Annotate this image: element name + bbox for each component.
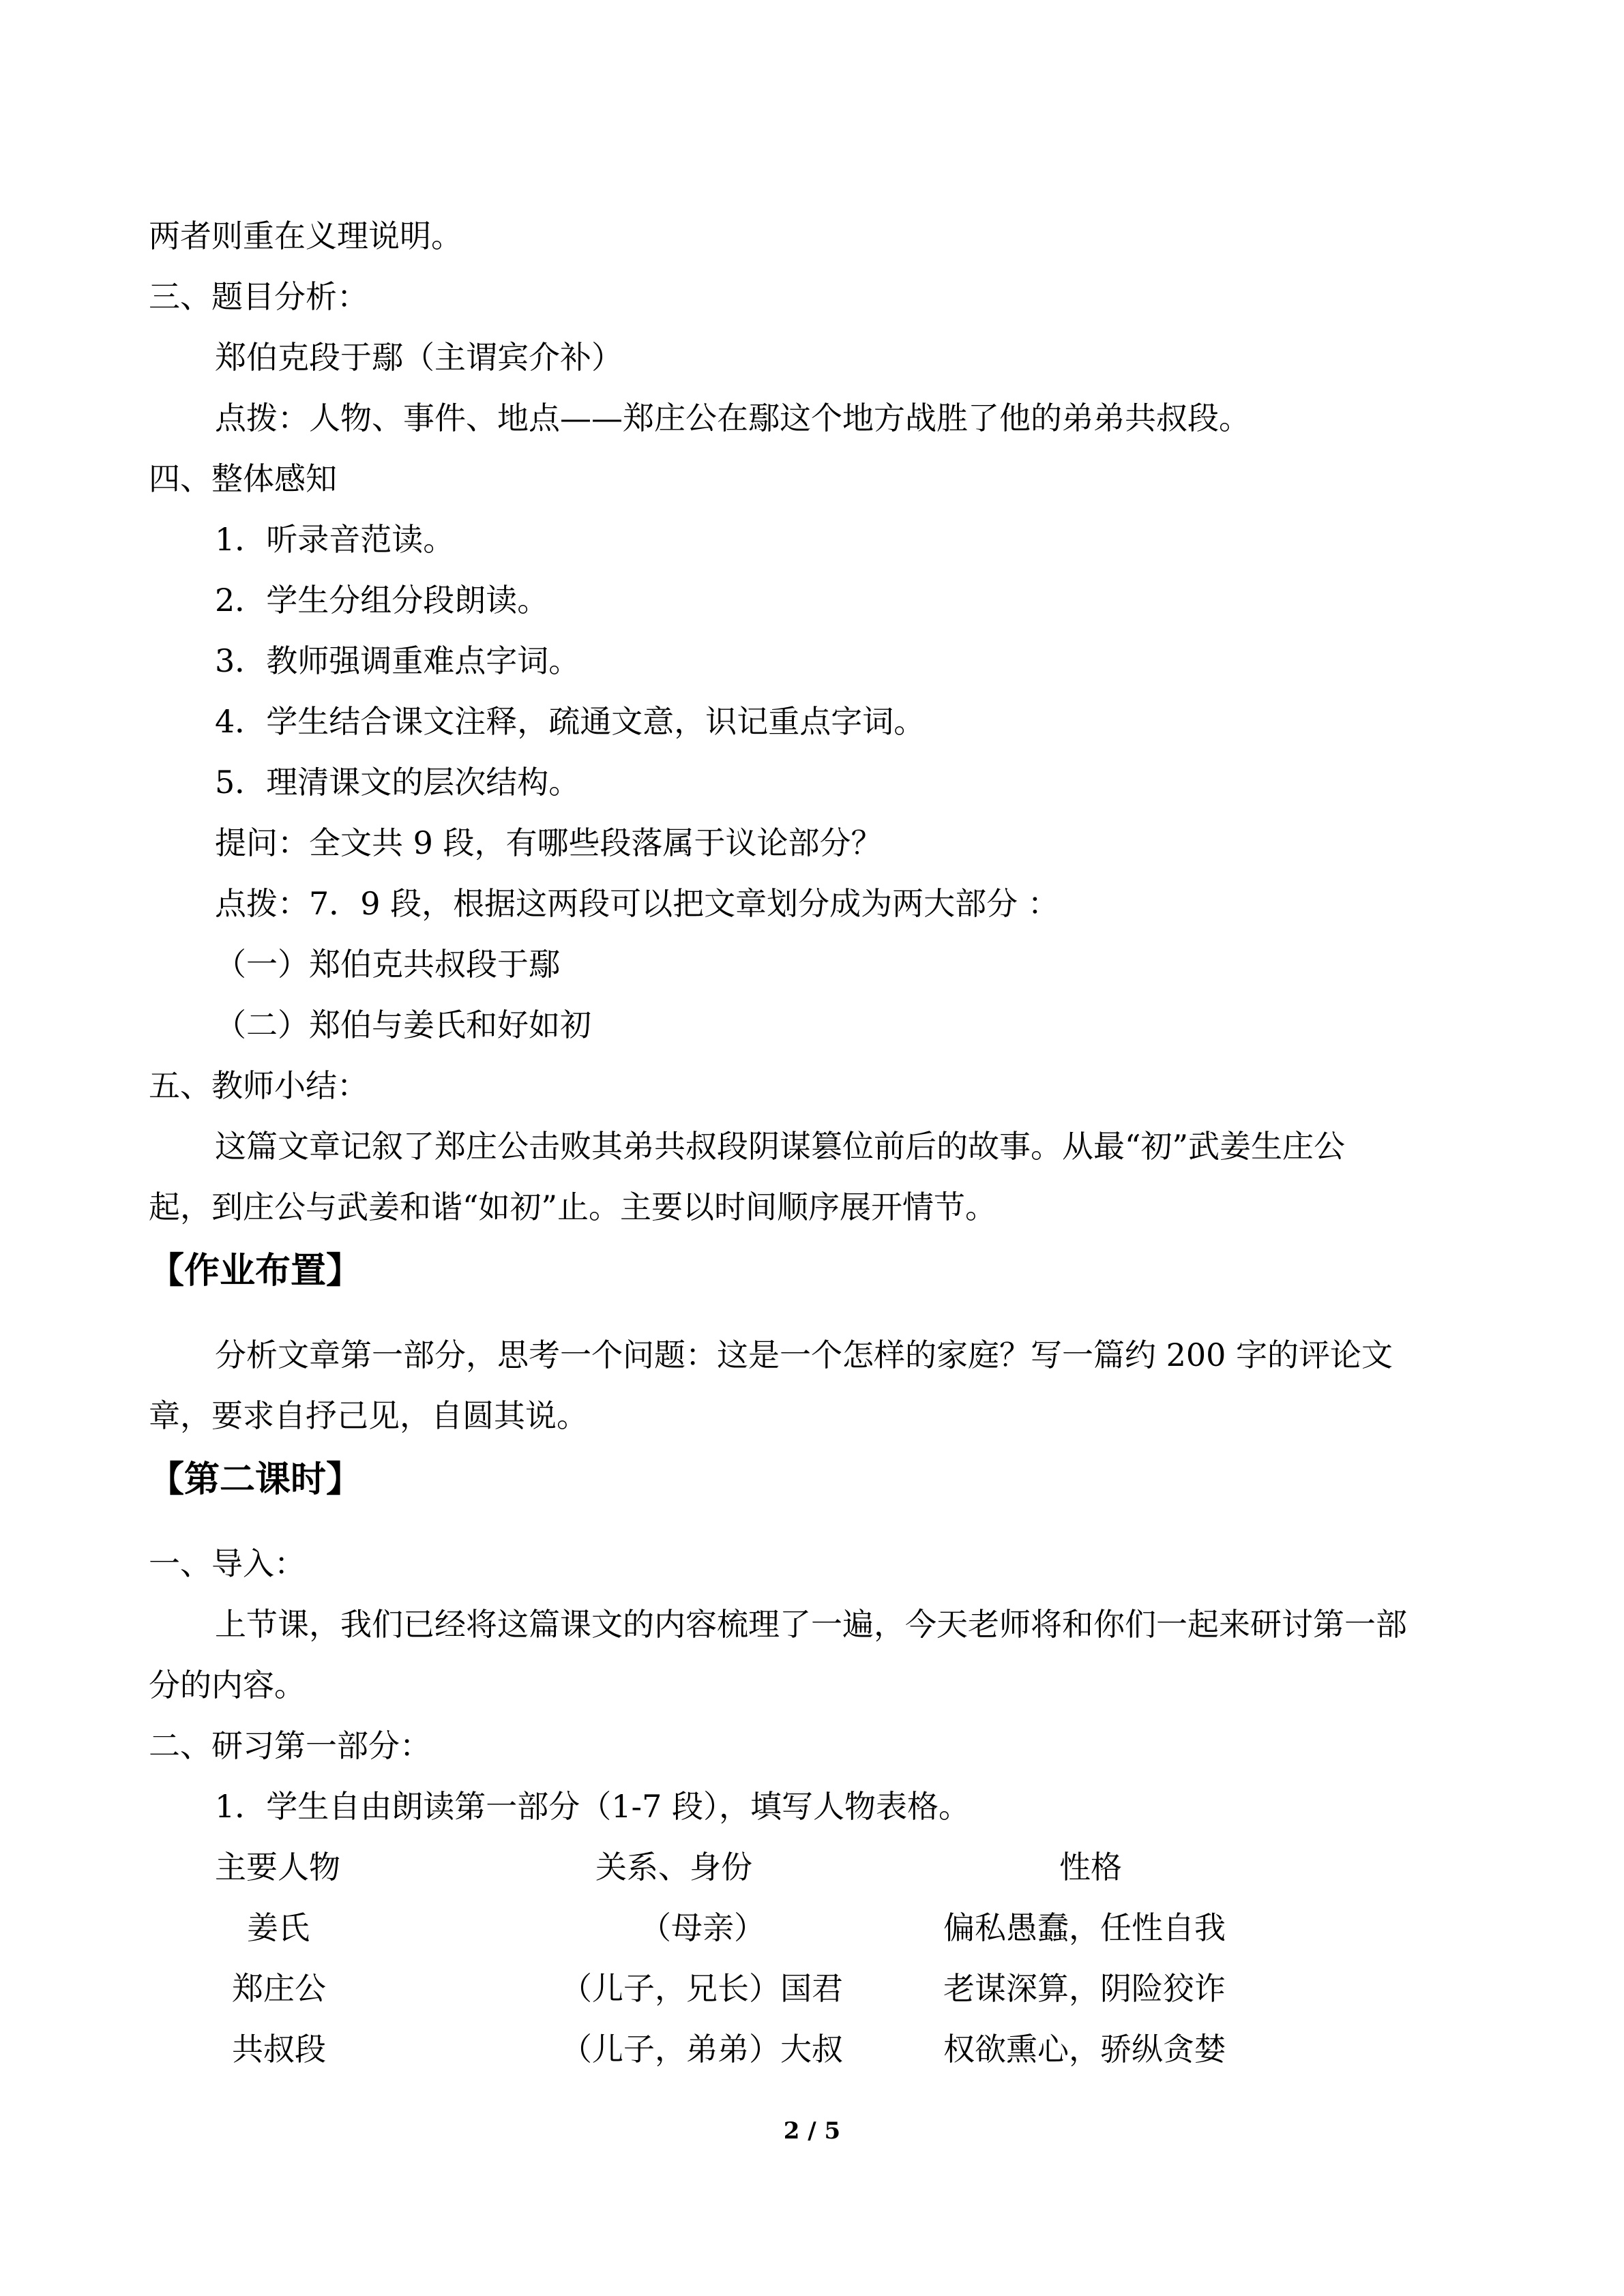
table-cell: 权欲熏心，骄纵贪婪 [943, 2031, 1226, 2068]
table-header: 关系、身份 [595, 1849, 752, 1885]
text-line: 提问：全文共 9 段，有哪些段落属于议论部分？ [215, 824, 883, 861]
homework-heading: 【作业布置】 [149, 1251, 362, 1292]
section-title: 三、题目分析： [149, 278, 368, 315]
list-item: 4．学生结合课文注释，疏通文意，识记重点字词。 [215, 703, 926, 740]
table-header: 性格 [1059, 1849, 1122, 1885]
text-line: 分的内容。 [149, 1667, 306, 1703]
text-line: 这篇文章记叙了郑庄公击败其弟共叔段阴谋篡位前后的故事。从最“初”武姜生庄公 [215, 1128, 1346, 1165]
table-cell: 共叔段 [232, 2031, 326, 2068]
text-line: 点拨：7．9 段，根据这两段可以把文章划分成为两大部分 ： [215, 885, 1059, 922]
section-title: 一、导入： [149, 1545, 306, 1582]
table-cell: （儿子，弟弟）大叔 [561, 2031, 843, 2068]
list-item: 1．听录音范读。 [215, 521, 455, 558]
text-line: 点拨：人物、事件、地点——郑庄公在鄢这个地方战胜了他的弟弟共叔段。 [215, 400, 1250, 436]
table-header: 主要人物 [215, 1849, 340, 1885]
list-item: 5．理清课文的层次结构。 [215, 764, 580, 801]
section-title: 五、教师小结： [149, 1067, 368, 1104]
text-line: 章，要求自抒己见，自圆其说。 [149, 1397, 588, 1434]
list-item: 2．学生分组分段朗读。 [215, 582, 549, 618]
text-line: 起，到庄公与武姜和谐“如初”止。主要以时间顺序展开情节。 [149, 1189, 997, 1225]
table-cell: （儿子，兄长）国君 [561, 1970, 843, 2007]
text-line: 上节课，我们已经将这篇课文的内容梳理了一遍，今天老师将和你们一起来研讨第一部 [215, 1606, 1407, 1643]
page-number: 2 / 5 [783, 2117, 841, 2145]
text-line: 郑伯克段于鄢（主谓宾介补） [215, 339, 623, 376]
text-line: 1．学生自由朗读第一部分（1-7 段），填写人物表格。 [215, 1788, 970, 1825]
table-cell: 偏私愚蠢，任性自我 [943, 1909, 1226, 1946]
text-line: （二）郑伯与姜氏和好如初 [215, 1007, 591, 1043]
text-line: 两者则重在义理说明。 [149, 218, 462, 254]
text-line: 分析文章第一部分，思考一个问题：这是一个怎样的家庭？写一篇约 200 字的评论文 [215, 1337, 1393, 1373]
table-cell: 郑庄公 [232, 1970, 326, 2007]
table-cell: 老谋深算，阴险狡诈 [943, 1970, 1226, 2007]
lesson2-heading: 【第二课时】 [149, 1459, 362, 1500]
list-item: 3．教师强调重难点字词。 [215, 642, 580, 679]
text-line: （一）郑伯克共叔段于鄢 [215, 946, 560, 983]
table-cell: （母亲） [640, 1909, 765, 1946]
table-cell: 姜氏 [247, 1909, 310, 1946]
section-title: 四、整体感知 [149, 460, 337, 497]
section-title: 二、研习第一部分： [149, 1727, 431, 1764]
